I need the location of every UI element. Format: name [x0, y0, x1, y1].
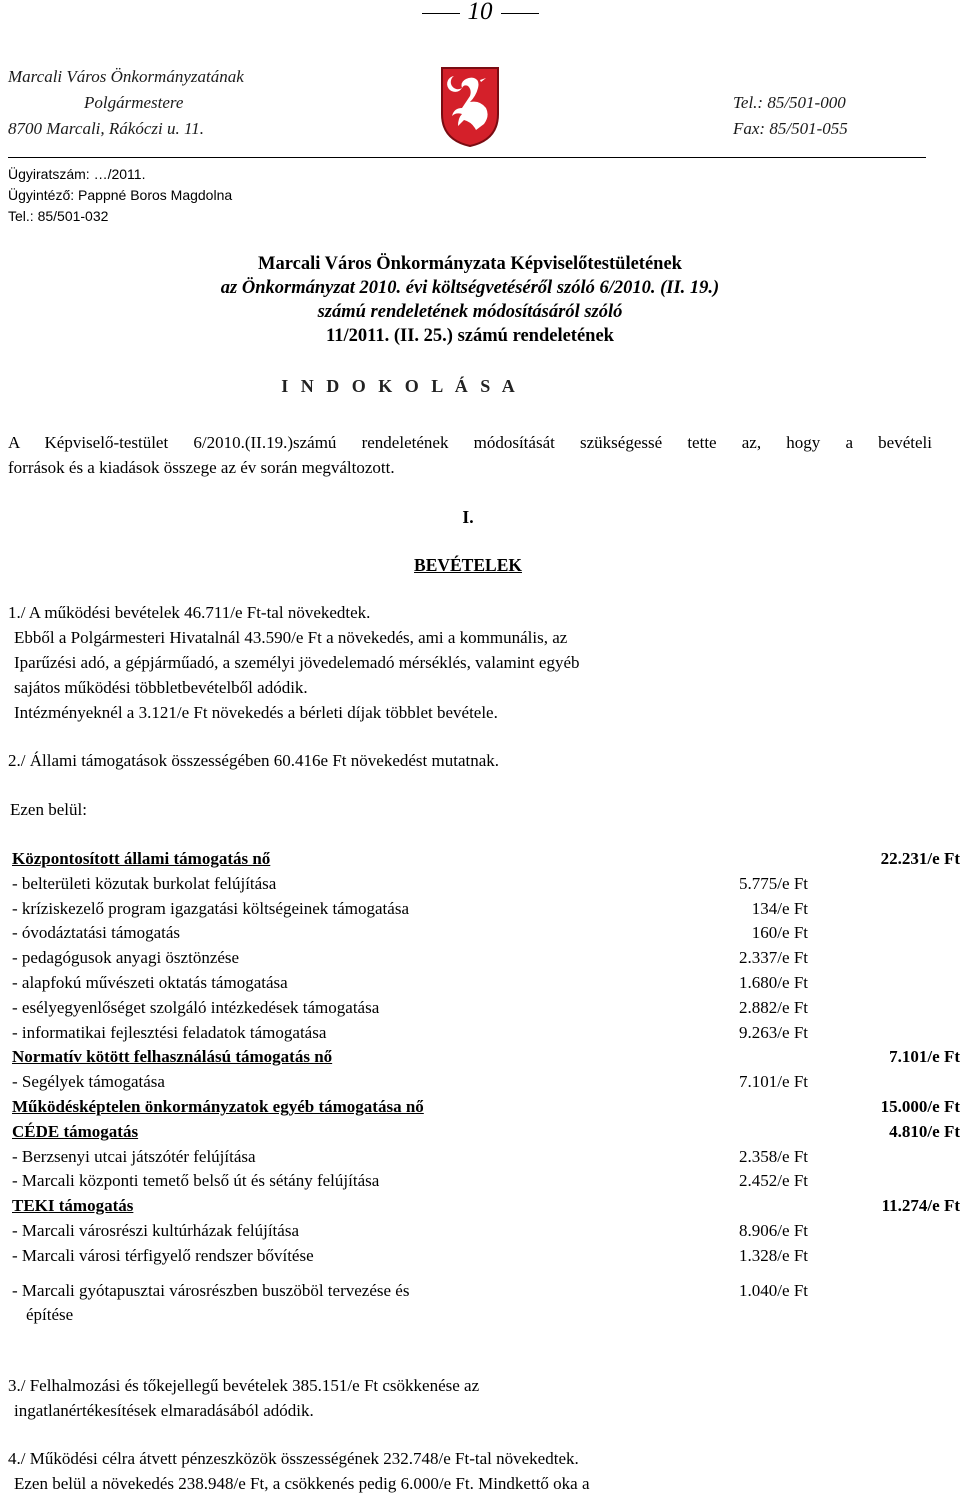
support-row-label: - Marcali központi temető belső út és sétány felújítása [12, 1171, 380, 1191]
support-row-amount: 2.452/e Ft [739, 1171, 808, 1191]
justification-heading: I N D O K O L Á S A [281, 376, 519, 396]
letterhead-divider [8, 157, 926, 158]
coat-of-arms-icon [440, 66, 500, 148]
support-row-total: 22.231/e Ft [880, 849, 960, 868]
item1-line4: sajátos működési többletbevételből adódik. [14, 678, 308, 697]
support-row-label: - Segélyek támogatása [12, 1072, 165, 1092]
section-title: BEVÉTELEK [414, 555, 522, 575]
support-row-amount: 134/e Ft [751, 898, 808, 918]
item2-within: Ezen belül: [10, 800, 87, 819]
item4-line1: 4./ Működési célra átvett pénzeszközök összességének 232.748/e Ft-tal növekedtek. [8, 1449, 579, 1468]
letterhead-address: 8700 Marcali, Rákóczi u. 11. [8, 119, 204, 138]
title-line1: Marcali Város Önkormányzata Képviselőtestületének [258, 254, 682, 274]
phone: Tel.: 85/501-032 [8, 208, 109, 224]
support-row-label: építése [26, 1305, 74, 1325]
page-number-dash-right [501, 13, 539, 14]
support-row-amount: 1.328/e Ft [739, 1245, 808, 1265]
support-row-label: - esélyegyenlőséget szolgáló intézkedések támogatása [12, 997, 380, 1017]
support-row-label: TEKI támogatás [12, 1196, 134, 1216]
support-row-label: Működésképtelen önkormányzatok egyéb támogatása nő [12, 1097, 424, 1116]
title-line3: számú rendeletének módosításáról szóló [317, 302, 623, 322]
page-number-dash-left [422, 13, 460, 14]
support-row-label: - Marcali városrészi kultúrházak felújítása [12, 1221, 299, 1240]
title-line4: 11/2011. (II. 25.) számú rendeletének [326, 326, 614, 346]
intro-line1: A Képviselő-testület 6/2010.(II.19.)számú rendeletének módosítását szükségessé tette az, hogy a bevételi [8, 433, 932, 452]
item3-line2: ingatlanértékesítések elmaradásából adódik. [14, 1401, 314, 1420]
case-number: Ügyiratszám: …/2011. [8, 166, 146, 182]
support-row-label: - Marcali gyótapusztai városrészben buszöböl tervezése és [12, 1280, 410, 1300]
support-row-label: - Berzsenyi utcai játszótér felújítása [12, 1146, 256, 1166]
intro-line2: források és a kiadások összege az év során megváltozott. [8, 458, 395, 477]
support-row-label: - alapfokú művészeti oktatás támogatása [12, 973, 288, 992]
support-row-amount: 2.882/e Ft [739, 997, 808, 1017]
support-row-amount: 1.680/e Ft [739, 973, 808, 992]
support-row-total: 4.810/e Ft [889, 1121, 960, 1141]
support-row-label: - belterületi közutak burkolat felújítása [12, 873, 277, 893]
item1-line3: Iparűzési adó, a gépjárműadó, a személyi jövedelemadó mérséklés, valamint egyéb [14, 653, 580, 672]
support-row-label: Normatív kötött felhasználású támogatás nő [12, 1047, 333, 1067]
letterhead-tel: Tel.: 85/501-000 [733, 93, 846, 112]
support-row-label: - kríziskezelő program igazgatási költségeinek támogatása [12, 898, 409, 918]
support-row-total: 7.101/e Ft [889, 1047, 960, 1067]
page-number-text: 10 [467, 0, 493, 25]
letterhead-org-line2: Polgármestere [84, 93, 184, 112]
support-row-label: CÉDE támogatás [12, 1121, 139, 1141]
support-row-label: - pedagógusok anyagi ösztönzése [12, 948, 240, 968]
item2-line1: 2./ Állami támogatások összességében 60.416e Ft növekedést mutatnak. [8, 751, 500, 770]
support-row-total: 15.000/e Ft [880, 1097, 960, 1116]
title-line2: az Önkormányzat 2010. évi költségvetéséről szóló 6/2010. (II. 19.) [220, 278, 720, 298]
administrator: Ügyintéző: Pappné Boros Magdolna [8, 187, 233, 203]
support-row-amount: 8.906/e Ft [739, 1221, 808, 1240]
item1-line5: Intézményeknél a 3.121/e Ft növekedés a bérleti díjak többlet bevétele. [14, 703, 498, 722]
item1-line1: 1./ A működési bevételek 46.711/e Ft-tal növekedtek. [8, 603, 371, 622]
support-row-amount: 2.358/e Ft [739, 1146, 808, 1166]
support-row-amount: 160/e Ft [751, 923, 808, 943]
support-row-label: - informatikai fejlesztési feladatok támogatása [12, 1022, 327, 1042]
support-row-amount: 2.337/e Ft [739, 948, 808, 968]
intro-paragraph [8, 430, 932, 480]
support-row-total: 11.274/e Ft [881, 1196, 960, 1216]
support-row-amount: 7.101/e Ft [739, 1072, 808, 1092]
item1-line2: Ebből a Polgármesteri Hivatalnál 43.590/e Ft a növekedés, ami a kommunális, az [14, 628, 568, 647]
item3-line1: 3./ Felhalmozási és tőkejellegű bevételek 385.151/e Ft csökkenése az [8, 1376, 480, 1395]
letterhead-fax: Fax: 85/501-055 [733, 119, 848, 138]
page-number [0, 0, 960, 26]
support-row-amount: 5.775/e Ft [739, 873, 808, 893]
section-roman: I. [462, 507, 474, 527]
support-row-label: - Marcali városi térfigyelő rendszer bővítése [12, 1245, 314, 1265]
support-row-amount: 9.263/e Ft [739, 1022, 808, 1042]
letterhead-org-line1: Marcali Város Önkormányzatának [8, 67, 244, 86]
support-row-label: - óvodáztatási támogatás [12, 923, 181, 943]
item4-line2: Ezen belül a növekedés 238.948/e Ft, a csökkenés pedig 6.000/e Ft. Mindkettő oka a [14, 1474, 590, 1493]
support-row-amount: 1.040/e Ft [739, 1280, 808, 1300]
support-row-label: Központosított állami támogatás nő [12, 849, 271, 868]
